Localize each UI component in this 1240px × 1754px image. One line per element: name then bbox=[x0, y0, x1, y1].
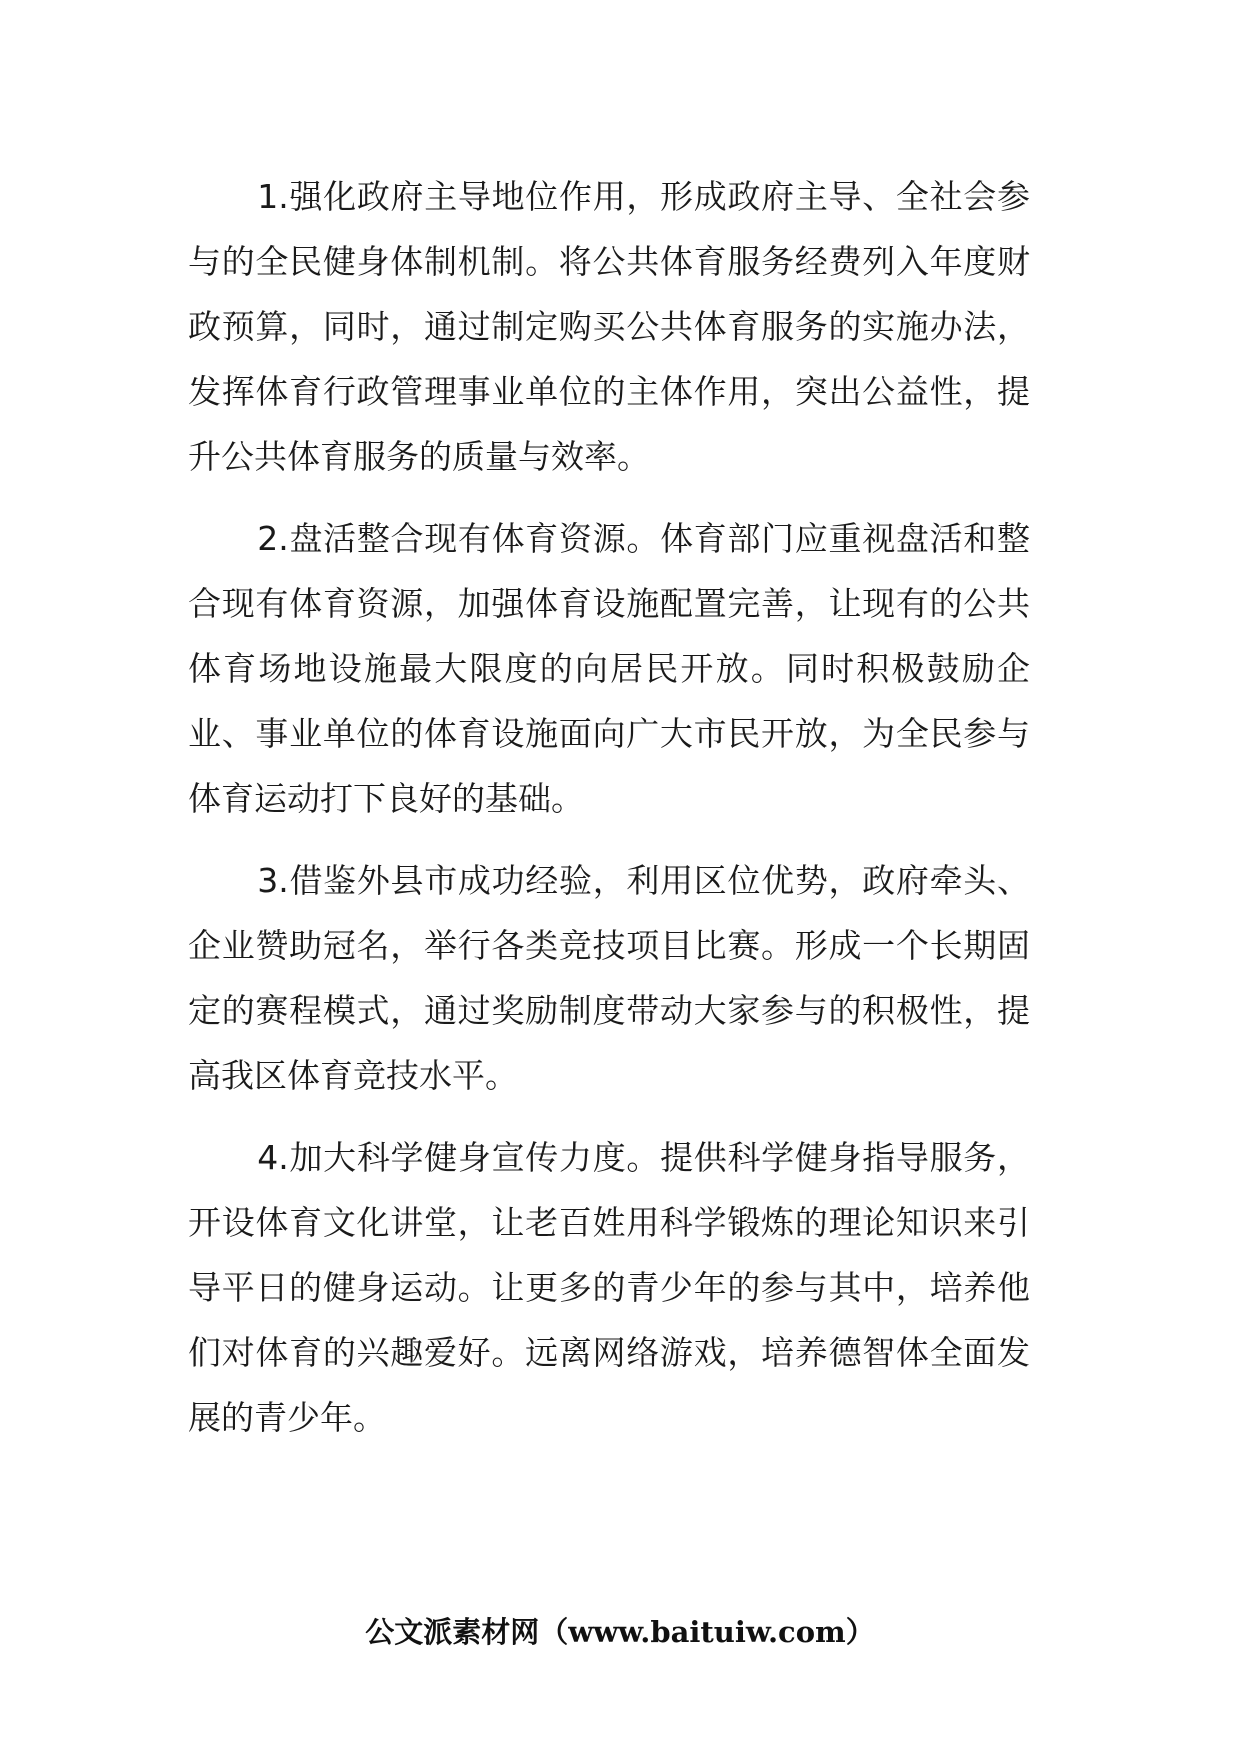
document-body bbox=[188, 164, 1030, 1467]
paragraph-3: 3.借鉴外县市成功经验，利用区位优势，政府牵头、企业赞助冠名，举行各类竞技项目比赛。形成一个长期固定的赛程模式，通过奖励制度带动大家参与的积极性，提高我区体育竞技水平。 bbox=[188, 861, 1030, 1095]
page-footer-watermark: 公文派素材网（www.baituiw.com） bbox=[365, 1615, 875, 1649]
paragraph-2: 2.盘活整合现有体育资源。体育部门应重视盘活和整合现有体育资源，加强体育设施配置完善，让现有的公共体育场地设施最大限度的向居民开放。同时积极鼓励企业、事业单位的体育设施面向广大市民开放，为全民参与体育运动打下良好的基础。 bbox=[188, 519, 1030, 818]
paragraph-4: 4.加大科学健身宣传力度。提供科学健身指导服务，开设体育文化讲堂，让老百姓用科学锻炼的理论知识来引导平日的健身运动。让更多的青少年的参与其中，培养他们对体育的兴趣爱好。远离网络游戏，培养德智体全面发展的青少年。 bbox=[188, 1138, 1030, 1437]
paragraph-1: 1.强化政府主导地位作用，形成政府主导、全社会参与的全民健身体制机制。将公共体育服务经费列入年度财政预算，同时，通过制定购买公共体育服务的实施办法，发挥体育行政管理事业单位的主体作用，突出公益性，提升公共体育服务的质量与效率。 bbox=[188, 177, 1030, 476]
